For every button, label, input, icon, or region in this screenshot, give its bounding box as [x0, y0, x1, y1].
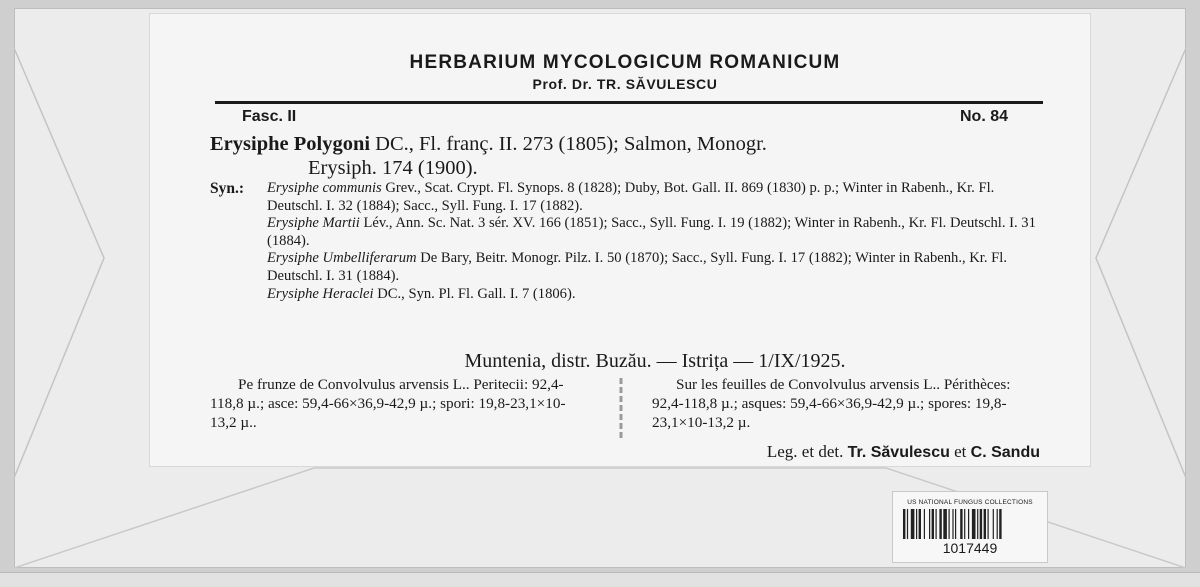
barcode-label — [893, 492, 1047, 562]
fascicle-number: Fasc. II — [242, 108, 297, 125]
synonym-citation: Grev., Scat. Crypt. Fl. Synops. 8 (1828); Duby, Bot. Gall. II. 869 (1830) p. p.; Winter in Rabenh., Kr. Fl. Deutschl. I. 32 (1884); Sacc., Syll. Fung. I. 17 (1882). — [267, 180, 995, 214]
collector-line — [590, 442, 1040, 462]
collection-locality: Muntenia, distr. Buzău. — Istrița — 1/IX/1925. — [464, 350, 846, 372]
synonyms-list — [267, 180, 1040, 303]
species-citation — [210, 132, 1040, 180]
label-subtitle: Prof. Dr. TR. SĂVULESCU — [532, 76, 718, 92]
synonym-name: Erysiphe Martii — [267, 215, 360, 232]
synonym-citation: DC., Syn. Pl. Fl. Gall. I. 7 (1806). — [373, 285, 576, 302]
description-french: Sur les feuilles de Convolvulus arvensis L.. Périthèces: 92,4-118,8 µ.; asques: 59,4-66×36,9-42,9 µ.; spores: 19,8-23,1×10-13,2 µ. — [652, 376, 1011, 431]
catalog-number: 1017449 — [942, 540, 998, 556]
collector-name: Tr. Săvulescu — [847, 444, 950, 461]
herbarium-label — [150, 14, 1090, 466]
label-title: HERBARIUM MYCOLOGICUM ROMANICUM — [409, 52, 841, 73]
synonym-entry — [267, 250, 1040, 285]
synonym-name: Erysiphe Heraclei — [267, 285, 374, 302]
header-rule — [215, 101, 1043, 104]
species-authority: DC., Fl. franç. II. 273 (1805); Salmon, Monogr. — [370, 133, 767, 155]
synonym-citation: De Bary, Beitr. Monogr. Pilz. I. 50 (1870); Sacc., Syll. Fung. I. 17 (1882); Winter in Rabenh., Kr. Fl. Deutschl. I. 31 (1884). — [267, 250, 1007, 284]
barcode-icon — [903, 509, 1037, 539]
synonym-entry — [267, 180, 1040, 215]
barcode-caption: US NATIONAL FUNGUS COLLECTIONS — [907, 499, 1033, 506]
column-divider — [617, 378, 625, 438]
species-citation-cont: Erysiph. 174 (1900). — [308, 157, 478, 179]
synonym-citation: Lév., Ann. Sc. Nat. 3 sér. XV. 166 (1851); Sacc., Syll. Fung. I. 19 (1882); Winter in Rabenh., Kr. Fl. Deutschl. I. 31 (1884). — [267, 215, 1036, 249]
synonym-entry — [267, 215, 1040, 250]
next-sheet-edge — [0, 572, 1200, 587]
collector-prefix: Leg. et det. — [766, 442, 848, 461]
synonym-name: Erysiphe communis — [267, 180, 382, 196]
collector-conjunction: et — [949, 442, 971, 461]
species-name: Erysiphe Polygoni — [210, 133, 371, 155]
collector-name: C. Sandu — [970, 444, 1040, 461]
synonym-entry — [267, 286, 1040, 304]
synonym-name: Erysiphe Umbelliferarum — [267, 250, 417, 267]
synonyms-label: Syn.: — [210, 180, 245, 197]
specimen-number: No. 84 — [959, 108, 1008, 125]
description-romanian: Pe frunze de Convolvulus arvensis L.. Peritecii: 92,4-118,8 µ.; asce: 59,4-66×36,9-42,9 µ.; spori: 19,8-23,1×10-13,2 µ.. — [210, 376, 566, 431]
